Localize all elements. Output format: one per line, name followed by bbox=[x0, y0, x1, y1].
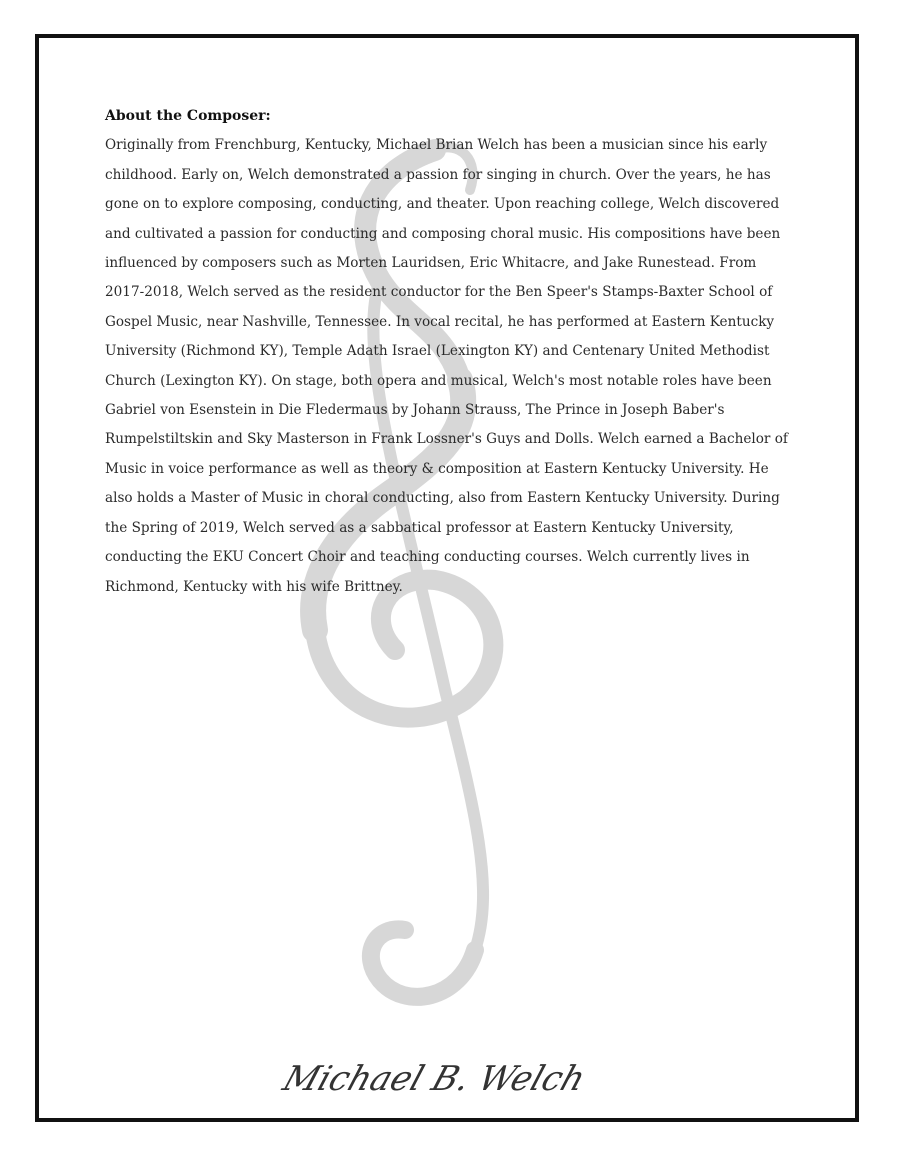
composer-bio-text: Originally from Frenchburg, Kentucky, Michael Brian Welch has been a musician since his early childhood. Early on, Welch demonstrated a passion for singing in church. Over the years, he has gone on to explore composing, conducting, and theater. Upon reaching college, Welch discovered and cultivated a passion for conducting and composing choral music. His compositions have been influenced by composers such as Morten Lauridsen, Eric Whitacre, and Jake Runestead. From 2017-2018, Welch served as the resident conductor for the Ben Speer's Stamps-Baxter School of Gospel Music, near Nashville, Tennessee. In vocal recital, he has performed at Eastern Kentucky University (Richmond KY), Temple Adath Israel (Lexington KY) and Centenary United Methodist Church (Lexington KY). On stage, both opera and musical, Welch's most notable roles have been Gabriel von Esenstein in Die Fledermaus by Johann Strauss, The Prince in Joseph Baber's Rumpelstiltskin and Sky Masterson in Frank Lossner's Guys and Dolls. Welch earned a Bachelor of Music in voice performance as well as theory & composition at Eastern Kentucky University. He also holds a Master of Music in choral conducting, also from Eastern Kentucky University. During the Spring of 2019, Welch served as a sabbatical professor at Eastern Kentucky University, conducting the EKU Concert Choir and teaching conducting courses. Welch currently lives in Richmond, Kentucky with his wife Brittney. bbox=[105, 137, 788, 595]
composer-signature bbox=[270, 1050, 610, 1110]
composer-bio-section bbox=[105, 102, 795, 602]
section-heading: About the Composer: bbox=[105, 108, 271, 124]
signature-text: Michael B. Welch bbox=[278, 1059, 591, 1099]
